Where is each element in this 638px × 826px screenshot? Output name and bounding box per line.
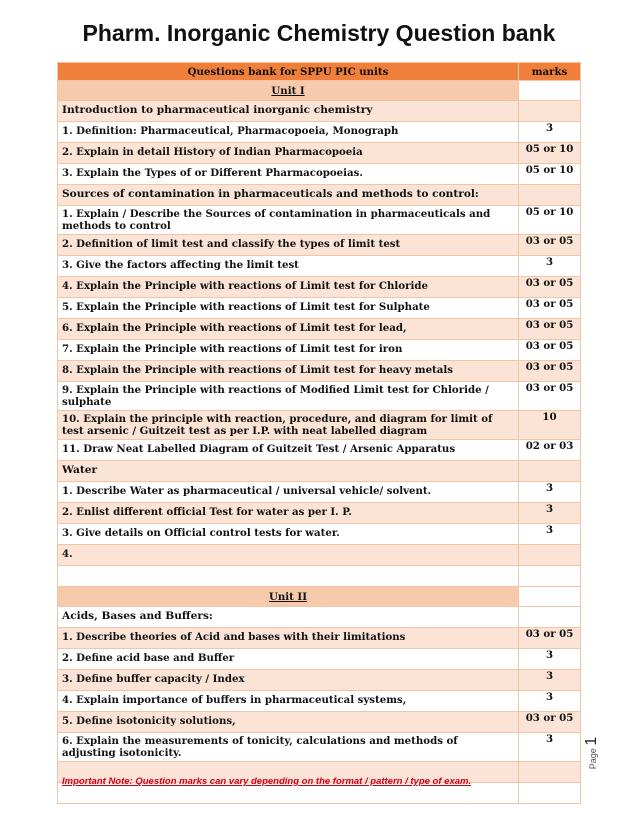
marks-cell: 3 [519, 122, 581, 143]
question-text: 6. Explain the Principle with reactions of Limit test for lead, [58, 319, 519, 340]
marks-cell [519, 566, 581, 587]
marks-cell [519, 783, 581, 804]
question-text: 5. Explain the Principle with reactions of Limit test for Sulphate [58, 298, 519, 319]
page-label: Page [587, 748, 598, 770]
question-text: 4. Explain importance of buffers in pharmaceutical systems, [58, 691, 519, 712]
question-row [58, 122, 581, 143]
question-row [58, 649, 581, 670]
marks-cell [519, 545, 581, 566]
question-row [58, 235, 581, 256]
question-row [58, 206, 581, 235]
question-text: 1. Definition: Pharmaceutical, Pharmacopoeia, Monograph [58, 122, 519, 143]
marks-cell [519, 461, 581, 482]
question-text: 7. Explain the Principle with reactions of Limit test for iron [58, 340, 519, 361]
marks-cell: 05 or 10 [519, 206, 581, 235]
marks-cell: 03 or 05 [519, 235, 581, 256]
section-title: Water [58, 461, 519, 482]
section-row [58, 607, 581, 628]
question-row [58, 256, 581, 277]
question-text: 6. Explain the measurements of tonicity, calculations and methods of adjusting isotonicity. [58, 733, 519, 762]
question-text: 4. Explain the Principle with reactions of Limit test for Chloride [58, 277, 519, 298]
question-text: 1. Describe theories of Acid and bases with their limitations [58, 628, 519, 649]
question-row [58, 340, 581, 361]
marks-cell: 3 [519, 649, 581, 670]
marks-cell: 03 or 05 [519, 319, 581, 340]
question-text: 8. Explain the Principle with reactions of Limit test for heavy metals [58, 361, 519, 382]
question-row [58, 361, 581, 382]
question-text: 3. Explain the Types of or Different Pharmacopoeias. [58, 164, 519, 185]
question-row [58, 298, 581, 319]
marks-cell: 03 or 05 [519, 277, 581, 298]
question-row [58, 628, 581, 649]
table-header-row [58, 63, 581, 81]
marks-cell [519, 101, 581, 122]
question-row [58, 733, 581, 762]
marks-cell: 3 [519, 482, 581, 503]
header-question: Questions bank for SPPU PIC units [58, 63, 519, 81]
question-text: 3. Give details on Official control tests for water. [58, 524, 519, 545]
unit-title: Unit I [58, 81, 519, 101]
marks-cell: 3 [519, 524, 581, 545]
section-row [58, 185, 581, 206]
blank-row [58, 566, 581, 587]
marks-cell [519, 81, 581, 101]
page-title: Pharm. Inorganic Chemistry Question bank [82, 20, 556, 46]
section-title: Sources of contamination in pharmaceuticals and methods to control: [58, 185, 519, 206]
question-row [58, 691, 581, 712]
marks-cell: 3 [519, 503, 581, 524]
section-row [58, 461, 581, 482]
marks-cell: 3 [519, 256, 581, 277]
question-row [58, 164, 581, 185]
section-title: Introduction to pharmaceutical inorganic chemistry [58, 101, 519, 122]
marks-cell [519, 185, 581, 206]
question-text [58, 566, 519, 587]
marks-cell: 03 or 05 [519, 712, 581, 733]
question-text: 3. Give the factors affecting the limit test [58, 256, 519, 277]
question-row [58, 524, 581, 545]
question-bank-table [57, 62, 581, 804]
unit-row [58, 81, 581, 101]
marks-cell [519, 587, 581, 607]
marks-cell: 03 or 05 [519, 340, 581, 361]
marks-cell [519, 607, 581, 628]
marks-cell: 05 or 10 [519, 143, 581, 164]
question-row [58, 440, 581, 461]
page-number [583, 737, 601, 769]
question-row [58, 712, 581, 733]
question-text: 10. Explain the principle with reaction, procedure, and diagram for limit of test arsenic / Guitzeit test as per I.P. with neat labelled diagram [58, 411, 519, 440]
question-text: 2. Define acid base and Buffer [58, 649, 519, 670]
marks-cell: 03 or 05 [519, 298, 581, 319]
question-text: 1. Describe Water as pharmaceutical / universal vehicle/ solvent. [58, 482, 519, 503]
question-row [58, 503, 581, 524]
marks-cell: 3 [519, 691, 581, 712]
marks-cell: 10 [519, 411, 581, 440]
unit-row [58, 587, 581, 607]
page-number-value: 1 [582, 736, 600, 746]
question-text: 9. Explain the Principle with reactions of Modified Limit test for Chloride / sulphate [58, 382, 519, 411]
question-text: 3. Define buffer capacity / Index [58, 670, 519, 691]
question-text: 2. Explain in detail History of Indian Pharmacopoeia [58, 143, 519, 164]
marks-cell: 3 [519, 670, 581, 691]
marks-cell: 03 or 05 [519, 628, 581, 649]
question-row [58, 319, 581, 340]
section-title: Acids, Bases and Buffers: [58, 607, 519, 628]
question-row [58, 411, 581, 440]
question-text: 2. Enlist different official Test for water as per I. P. [58, 503, 519, 524]
marks-cell: 03 or 05 [519, 382, 581, 411]
question-row [58, 545, 581, 566]
question-text: 11. Draw Neat Labelled Diagram of Guitzeit Test / Arsenic Apparatus [58, 440, 519, 461]
question-text: 4. [58, 545, 519, 566]
header-marks: marks [519, 63, 581, 81]
question-text: 1. Explain / Describe the Sources of contamination in pharmaceuticals and methods to control [58, 206, 519, 235]
marks-cell: 05 or 10 [519, 164, 581, 185]
question-row [58, 382, 581, 411]
important-note: Important Note: Question marks can vary depending on the format / pattern / type of exam. [62, 776, 472, 787]
question-text: 2. Definition of limit test and classify the types of limit test [58, 235, 519, 256]
section-row [58, 101, 581, 122]
question-row [58, 277, 581, 298]
marks-cell: 3 [519, 733, 581, 762]
question-row [58, 482, 581, 503]
unit-title: Unit II [58, 587, 519, 607]
marks-cell [519, 762, 581, 783]
question-row [58, 143, 581, 164]
question-row [58, 670, 581, 691]
marks-cell: 02 or 03 [519, 440, 581, 461]
marks-cell: 03 or 05 [519, 361, 581, 382]
question-text: 5. Define isotonicity solutions, [58, 712, 519, 733]
